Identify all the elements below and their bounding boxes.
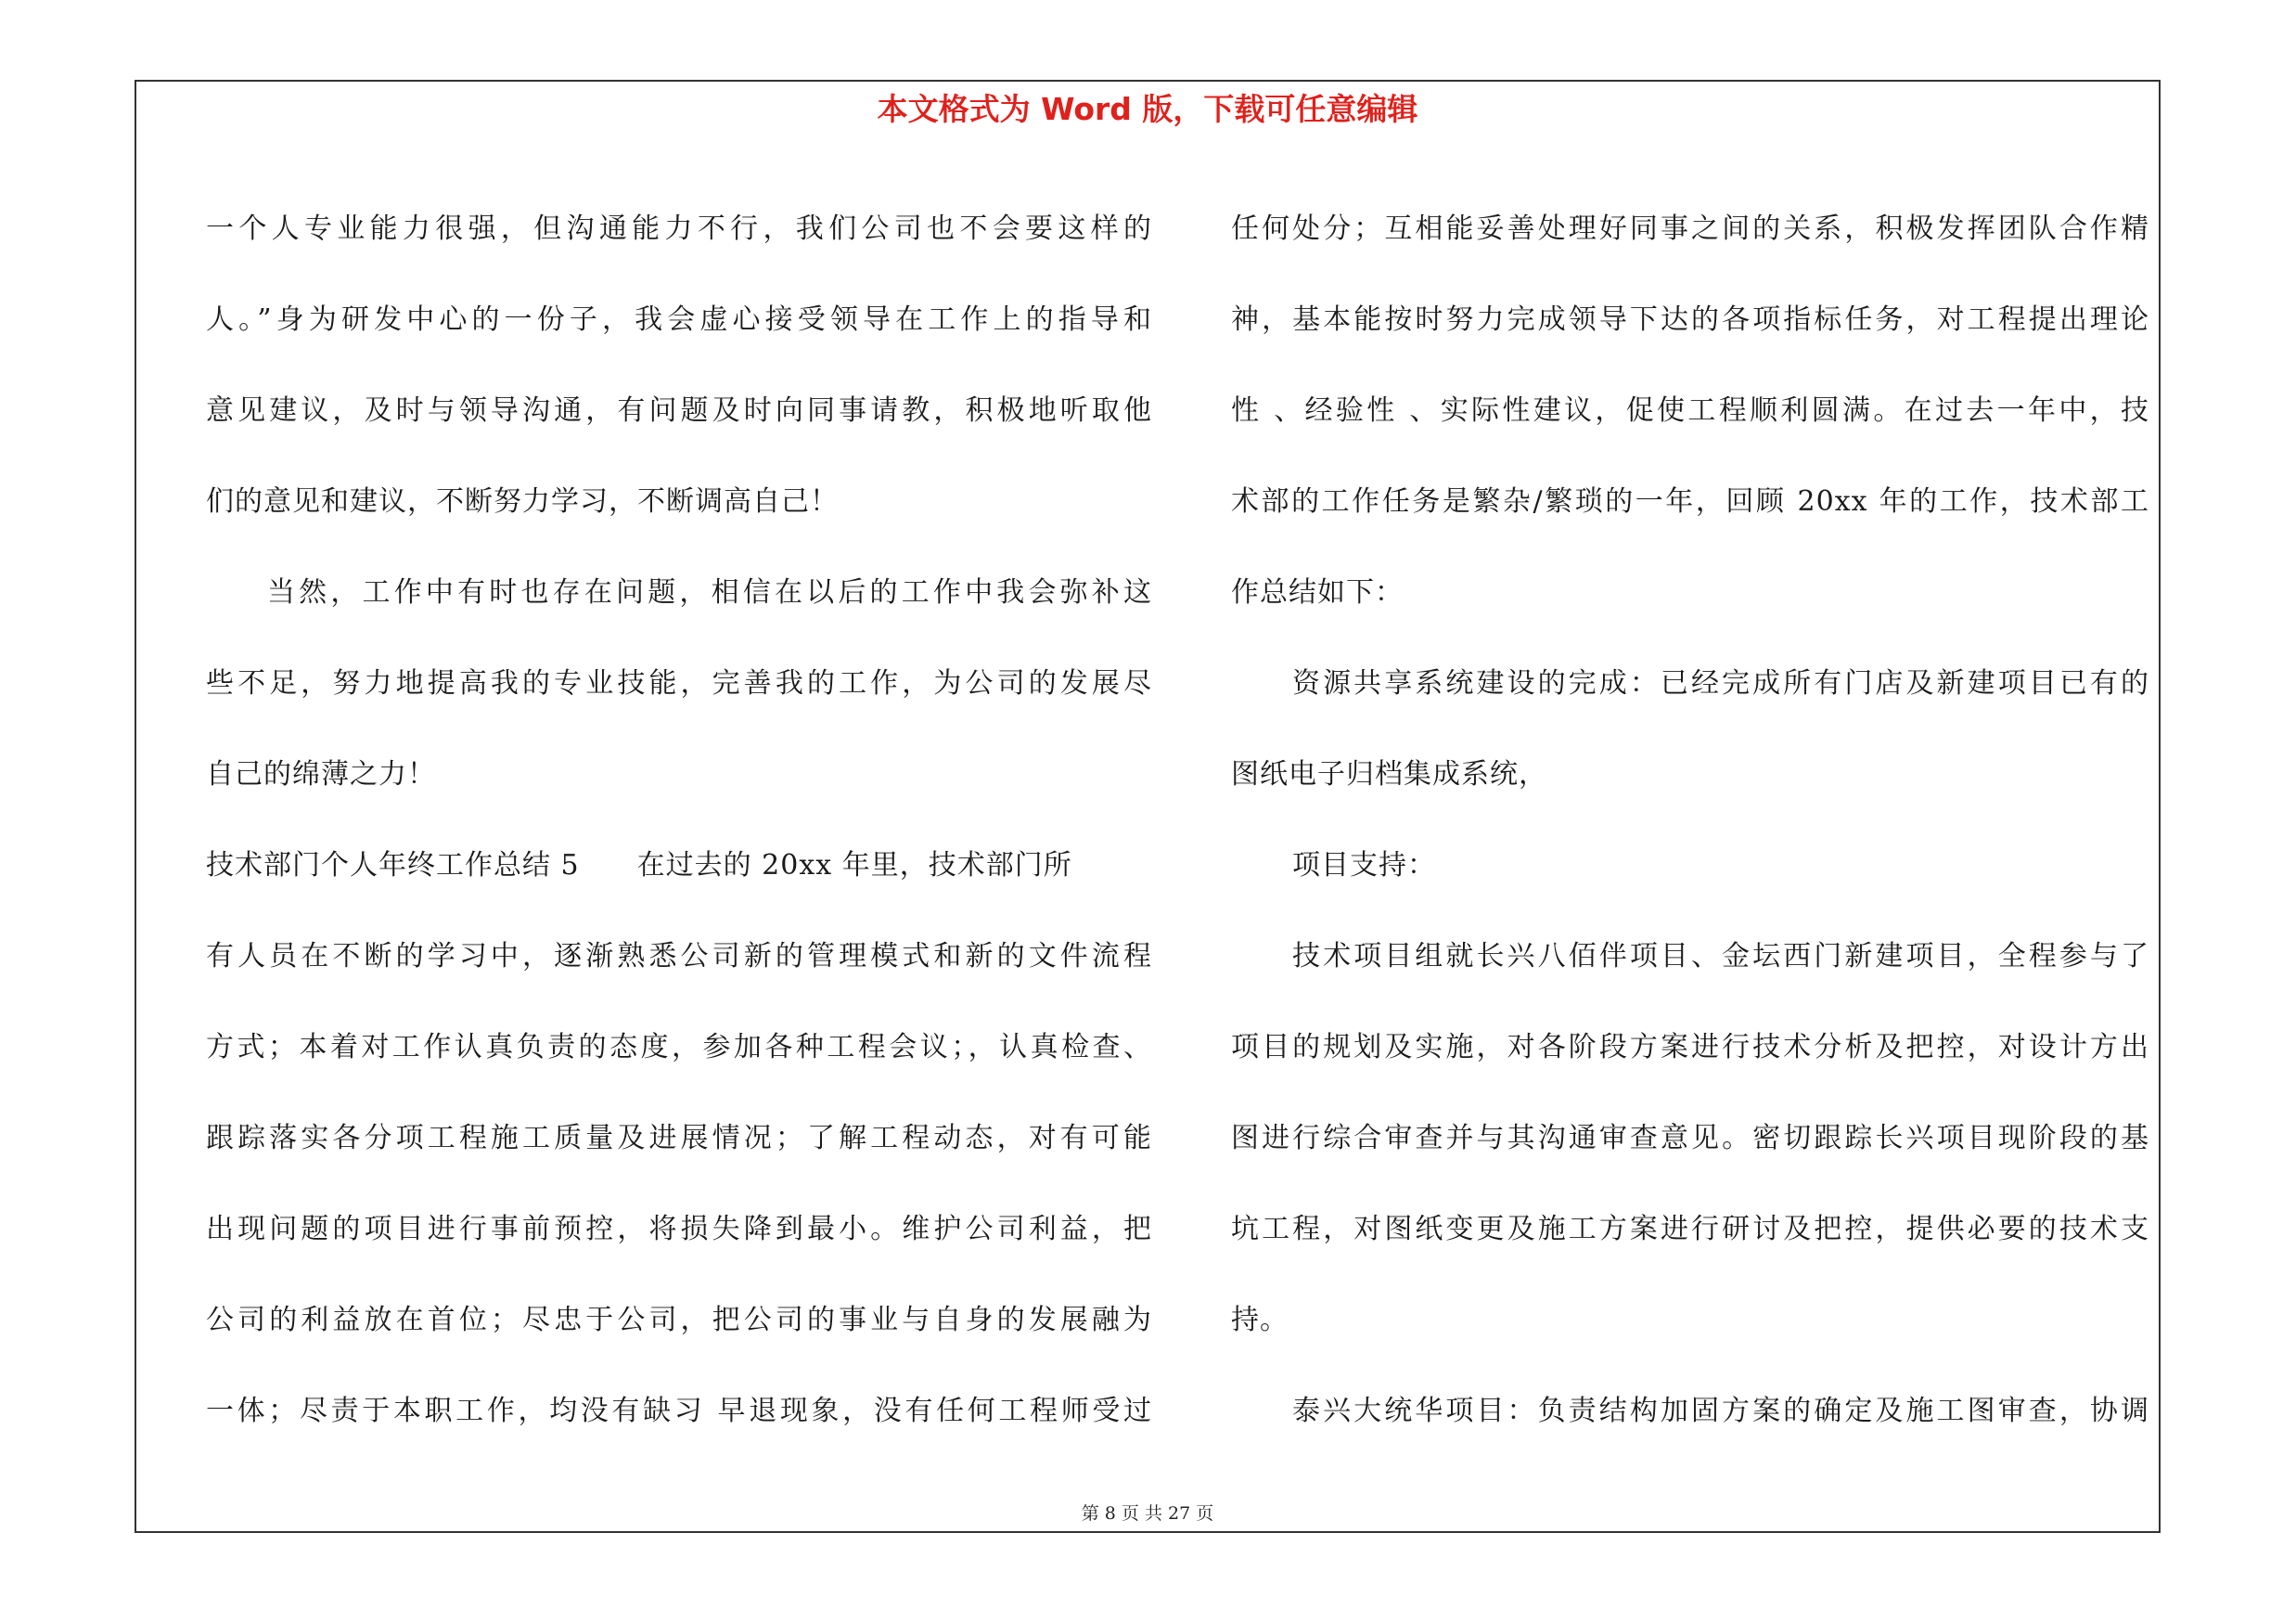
text-line: 技术项目组就长兴八佰伴项目、金坛西门新建项目，全程参与了 [1292,940,2149,973]
text-line: 项目的规划及实施，对各阶段方案进行技术分析及把控，对设计方出 [1231,1031,2149,1063]
text-line: 有人员在不断的学习中，逐渐熟悉公司新的管理模式和新的文件流程 [206,940,1152,973]
text-line: 方式；本着对工作认真负责的态度，参加各种工程会议；，认真检查、 [206,1031,1152,1063]
text-line: 持。 [1231,1304,1289,1336]
subheading-line: 项目支持： [1292,849,1436,882]
section-heading-line: 技术部门个人年终工作总结 5 在过去的 20xx 年里，技术部门所 [206,849,1072,882]
text-line: 图进行综合审查并与其沟通审查意见。密切跟踪长兴项目现阶段的基 [1231,1122,2149,1154]
page-frame [135,80,2161,1533]
text-line: 神，基本能按时努力完成领导下达的各项指标任务，对工程提出理论 [1231,303,2149,336]
left-text-column [206,184,1152,1457]
text-line: 术部的工作任务是繁杂/繁琐的一年，回顾 20xx 年的工作，技术部工 [1231,485,2149,518]
text-line: 图纸电子归档集成系统， [1231,758,1547,791]
edit-notice-banner: 本文格式为 Word 版，下载可任意编辑 [877,91,1418,127]
text-line: 些不足，努力地提高我的专业技能，完善我的工作，为公司的发展尽 [206,667,1152,700]
text-line: 作总结如下： [1231,576,1404,609]
right-text-column [1231,184,2149,1457]
text-line: 一体；尽责于本职工作，均没有缺习 早退现象，没有任何工程师受过 [206,1395,1152,1427]
text-line: 性 、经验性 、实际性建议，促使工程顺利圆满。在过去一年中，技 [1231,394,2149,427]
text-line: 们的意见和建议，不断努力学习，不断调高自己！ [206,485,839,518]
text-line: 人。”身为研发中心的一份子，我会虚心接受领导在工作上的指导和 [206,303,1152,336]
text-line: 出现问题的项目进行事前预控，将损失降到最小。维护公司利益，把 [206,1213,1152,1245]
text-line: 资源共享系统建设的完成：已经完成所有门店及新建项目已有的 [1292,667,2149,700]
text-line: 泰兴大统华项目：负责结构加固方案的确定及施工图审查，协调 [1292,1395,2149,1427]
text-line: 跟踪落实各分项工程施工质量及进展情况；了解工程动态，对有可能 [206,1122,1152,1154]
text-line: 当然，工作中有时也存在问题，相信在以后的工作中我会弥补这 [267,576,1152,609]
text-line: 一个人专业能力很强，但沟通能力不行，我们公司也不会要这样的 [206,213,1152,245]
text-line: 自己的绵薄之力！ [206,758,436,791]
text-line: 任何处分；互相能妥善处理好同事之间的关系，积极发挥团队合作精 [1231,213,2149,245]
page-number-footer: 第 8 页 共 27 页 [1081,1503,1214,1524]
text-line: 意见建议，及时与领导沟通，有问题及时向同事请教，积极地听取他 [206,394,1152,427]
text-line: 公司的利益放在首位；尽忠于公司，把公司的事业与自身的发展融为 [206,1304,1152,1336]
text-line: 坑工程，对图纸变更及施工方案进行研讨及把控，提供必要的技术支 [1231,1213,2149,1245]
